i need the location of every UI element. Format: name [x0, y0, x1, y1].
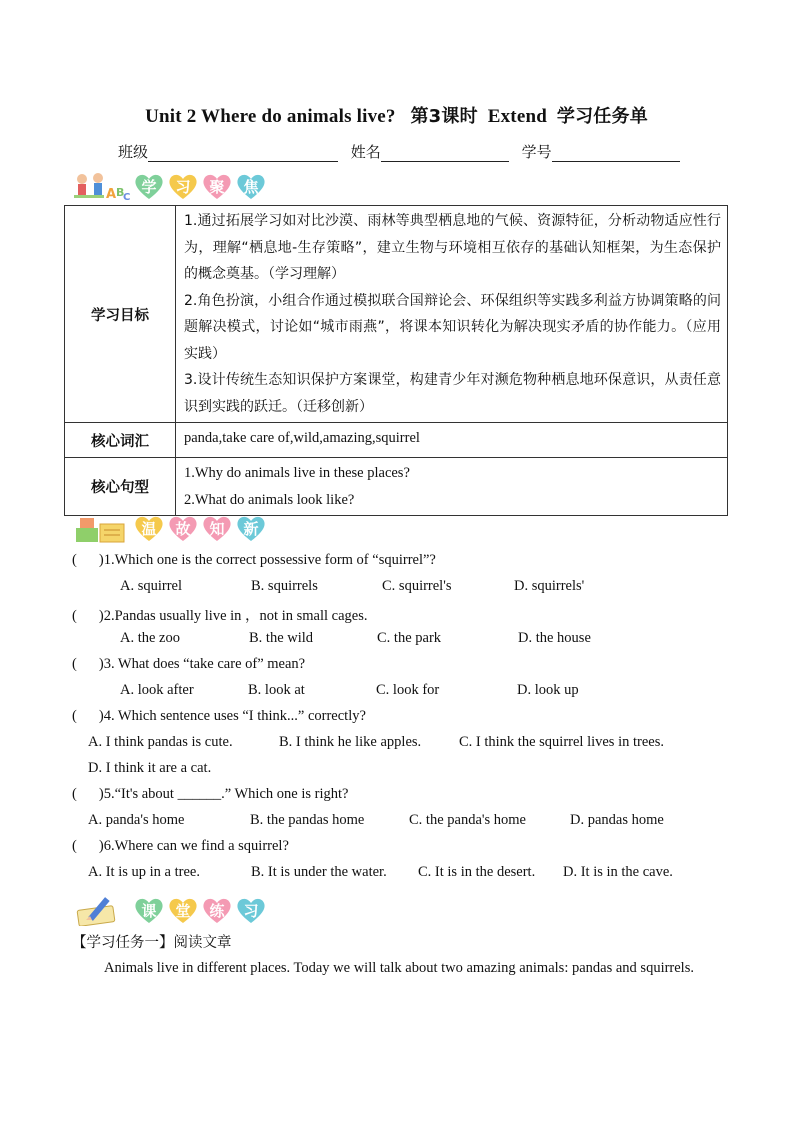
- question-5: ( )5.“It's about ______.” Which one is right?: [72, 786, 349, 802]
- question-2: ( )2.Pandas usually live in ，not in small cages.: [72, 608, 368, 624]
- banner-learning-focus: [72, 169, 266, 203]
- option[interactable]: C. squirrel's: [382, 578, 452, 594]
- task-heading: 【学习任务一】阅读文章: [72, 935, 232, 951]
- question-4: ( )4. Which sentence uses “I think...” correctly?: [72, 708, 366, 724]
- vocab-label: 核心词汇: [65, 423, 176, 458]
- option[interactable]: C. the park: [377, 630, 442, 646]
- option[interactable]: D. It is in the cave.: [563, 864, 673, 880]
- option[interactable]: D. I think it are a cat.: [88, 760, 212, 776]
- name-field[interactable]: [381, 146, 509, 162]
- heart-badge: 温: [134, 514, 164, 542]
- sentence-item: 2.What do animals look like?: [184, 491, 355, 508]
- heart-badge: 焦: [236, 172, 266, 200]
- option[interactable]: C. I think the squirrel lives in trees.: [459, 734, 664, 750]
- sentence-label: 核心句型: [65, 458, 176, 516]
- svg-text:B: B: [116, 186, 125, 199]
- option[interactable]: A. panda's home: [88, 812, 185, 828]
- option[interactable]: D. squirrels': [514, 578, 585, 594]
- goal-item: 3.设计传统生态知识保护方案课堂，构建青少年对濒危物种栖息地环保意识，从责任意识到实践的跃迁。（迁移创新）: [184, 372, 721, 415]
- class-field[interactable]: [148, 146, 338, 162]
- goal-item: 1.通过拓展学习如对比沙漠、雨林等典型栖息地的气候、资源特征，分析动物适应性行为，理解“栖息地-生存策略”，建立生物与环境相互依存的基础认知框架，为生态保护的概念奠基。（学习理解）: [184, 213, 721, 282]
- vocab-cell: panda,take care of,wild,amazing,squirrel: [176, 423, 728, 458]
- goal-label: 学习目标: [65, 206, 176, 423]
- svg-text:C: C: [123, 192, 130, 202]
- pencil-notebook-icon: [72, 894, 130, 926]
- option[interactable]: B. the wild: [249, 630, 314, 646]
- heart-badge: 学: [134, 172, 164, 200]
- option[interactable]: A. It is up in a tree.: [88, 864, 200, 880]
- heart-badge: 知: [202, 514, 232, 542]
- table-row: [65, 206, 728, 423]
- option[interactable]: A. squirrel: [120, 578, 183, 594]
- heart-badge: 练: [202, 896, 232, 924]
- svg-text:A: A: [106, 187, 117, 202]
- heart-badge: 课: [134, 896, 164, 924]
- student-info-line: 班级 姓名 学号: [118, 141, 688, 162]
- heart-badge: 故: [168, 514, 198, 542]
- objectives-table: [64, 205, 728, 516]
- option[interactable]: D. look up: [517, 682, 579, 698]
- option[interactable]: B. It is under the water.: [251, 864, 387, 880]
- option[interactable]: D. the house: [518, 630, 591, 646]
- sentence-cell: [176, 458, 728, 516]
- heart-badge: 堂: [168, 896, 198, 924]
- option[interactable]: A. look after: [120, 682, 194, 698]
- student-id-field[interactable]: [552, 146, 680, 162]
- option[interactable]: C. It is in the desert.: [418, 864, 536, 880]
- heart-badge: 习: [236, 896, 266, 924]
- table-row: [65, 423, 728, 458]
- heart-badge: 习: [168, 172, 198, 200]
- table-row: [65, 458, 728, 516]
- option[interactable]: B. squirrels: [251, 578, 318, 594]
- option[interactable]: A. the zoo: [120, 630, 180, 646]
- page-title: Unit 2 Where do animals live? 第3课时 Extend 学习任务单: [145, 106, 648, 127]
- reading-passage: Animals live in different places. Today we will talk about two amazing animals: pandas and squirrels.: [104, 960, 694, 976]
- option[interactable]: B. look at: [248, 682, 305, 698]
- kids-abc-illustration-icon: [72, 170, 130, 202]
- question-6: ( )6.Where can we find a squirrel?: [72, 838, 289, 854]
- banner-review: [72, 511, 266, 545]
- option[interactable]: B. the pandas home: [250, 812, 365, 828]
- heart-badge: 聚: [202, 172, 232, 200]
- option[interactable]: D. pandas home: [570, 812, 664, 828]
- heart-badge: 新: [236, 514, 266, 542]
- option[interactable]: C. look for: [376, 682, 440, 698]
- option[interactable]: C. the panda's home: [409, 812, 526, 828]
- option[interactable]: B. I think he like apples.: [279, 734, 422, 750]
- goal-cell: [176, 206, 728, 423]
- books-illustration-icon: [72, 512, 130, 544]
- sentence-item: 1.Why do animals live in these places?: [184, 465, 410, 481]
- question-3: ( )3. What does “take care of” mean?: [72, 656, 306, 672]
- question-1: ( )1.Which one is the correct possessive form of “squirrel”?: [72, 552, 436, 568]
- goal-item: 2.角色扮演，小组合作通过模拟联合国辩论会、环保组织等实践多利益方协调策略的问题解决模式，讨论如“城市雨燕”，将课本知识转化为解决现实矛盾的协作能力。（应用实践）: [184, 292, 721, 362]
- option[interactable]: A. I think pandas is cute.: [88, 734, 233, 750]
- banner-classroom-practice: [72, 893, 266, 927]
